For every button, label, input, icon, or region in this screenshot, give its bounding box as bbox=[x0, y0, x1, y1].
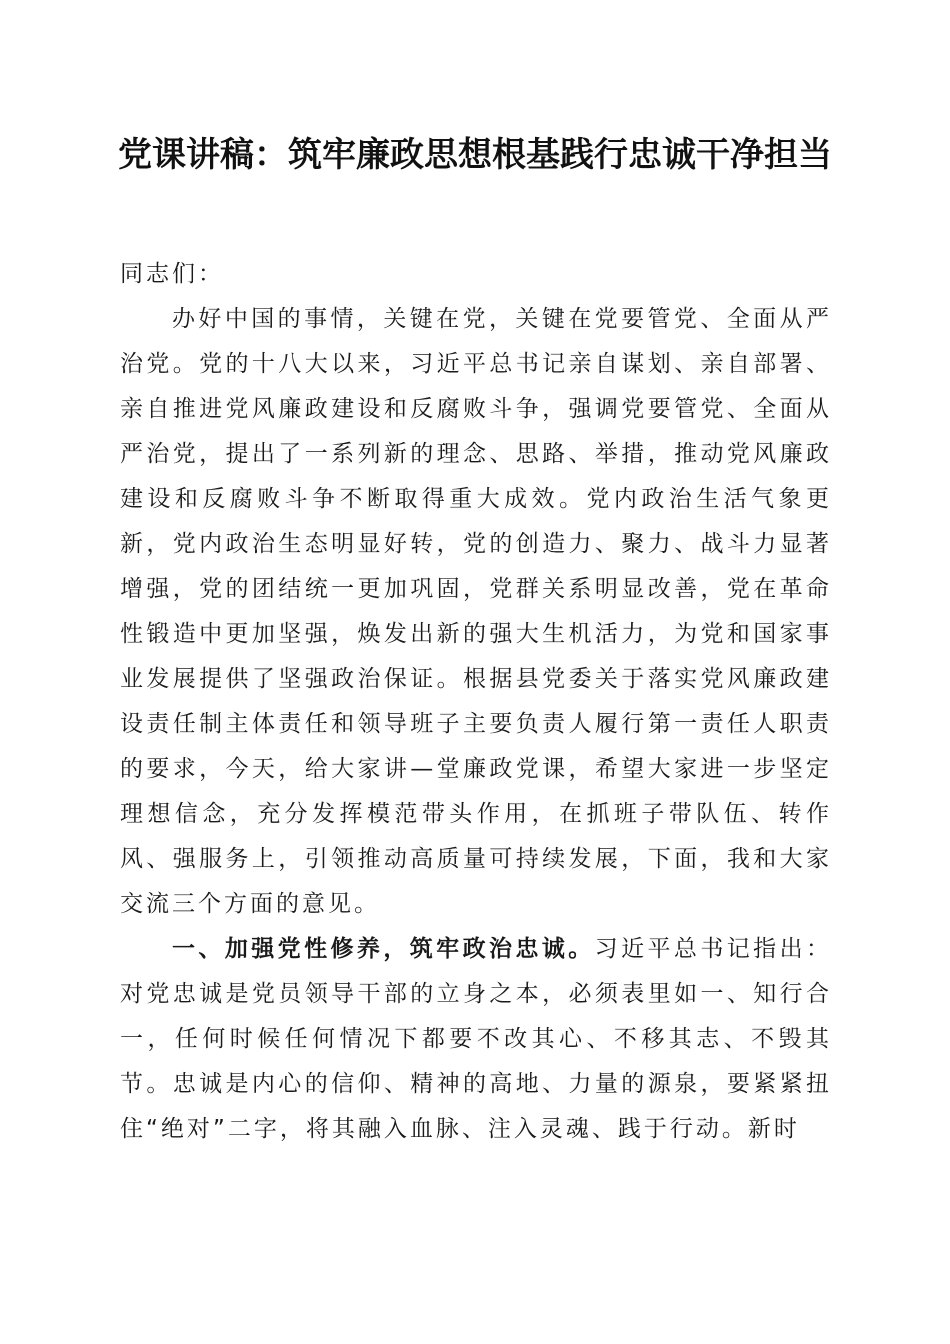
salutation: 同志们： bbox=[120, 261, 224, 287]
paragraph-intro: 办好中国的事情，关键在党，关键在党要管党、全面从严治党。党的十八大以来，习近平总书记亲自谋划、亲自部署、亲自推进党风廉政建设和反腐败斗争，强调党要管党、全面从严治党，提出了一系列新的理念、思路、举措，推动党风廉政建设和反腐败斗争不断取得重大成效。党内政治生活气象更新，党内政治生态明显好转，党的创造力、聚力、战斗力显著增强，党的团结统一更加巩固，党群关系明显改善，党在革命性锻造中更加坚强，焕发出新的强大生机活力，为党和国家事业发展提供了坚强政治保证。根据县党委关于落实党风廉政建设责任制主体责任和领导班子主要负责人履行第一责任人职责的要求，今天，给大家讲—堂廉政党课，希望大家进一步坚定理想信念，充分发挥模范带头作用，在抓班子带队伍、转作风、强服务上，引领推动高质量可持续发展，下面，我和大家交流三个方面的意见。 bbox=[120, 306, 832, 917]
document-title: 党课讲稿：筑牢廉政思想根基践行忠诚干净担当 bbox=[118, 135, 832, 175]
section-1-text: 习近平总书记指出：对党忠诚是党员领导干部的立身之本，必须表里如一、知行合一，任何时候任何情况下都要不改其心、不移其志、不毁其节。忠诚是内心的信仰、精神的高地、力量的源泉，要紧紧扭住“绝对”二字，将其融入血脉、注入灵魂、践于行动。新时 bbox=[120, 936, 833, 1142]
paragraph-section-1 bbox=[120, 927, 832, 1152]
section-1-heading: 一、加强党性修养，筑牢政治忠诚。 bbox=[172, 936, 595, 962]
document-body bbox=[120, 252, 832, 1152]
